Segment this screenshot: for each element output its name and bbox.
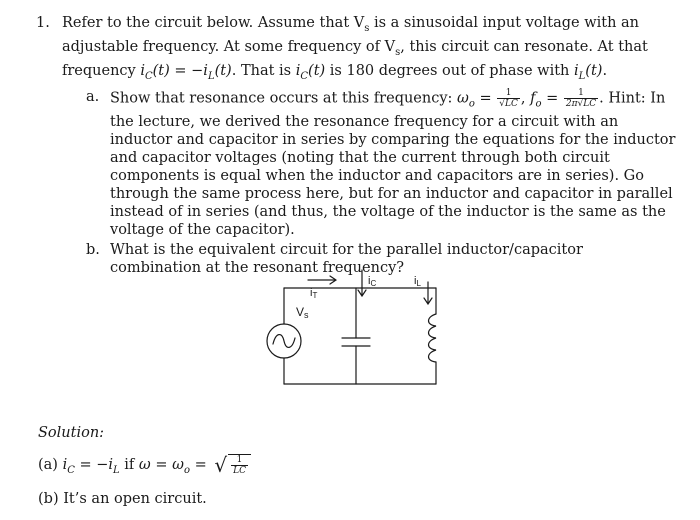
part-b-label: b. [86, 242, 100, 259]
inductor-coil-icon [429, 314, 437, 362]
stem-eq-1b-sub: L [207, 70, 215, 82]
fraction-f-den: 2π√LC [565, 98, 597, 109]
sol-a-eq3: = [189, 457, 212, 473]
ic-arrow-icon [358, 270, 366, 296]
stem-eq-3-sub: L [578, 70, 586, 82]
omega-sub: o [468, 98, 475, 110]
part-a-text-2: . Hint: In the lecture, we derived the resonance frequency for a circuit with an inductor and capacitor in series by comparing the equations for the inductor and capacitor voltages (noting that the current through both circuit components is equal when the inductor and capacitors are in series). Go through the same process here, but for an inductor and capacitor in parallel instead of in series (and thus, the voltage of the inductor is the same as the voltage of the capacitor). [110, 90, 676, 239]
part-a-text-1: Show that resonance occurs at this frequency: [110, 90, 458, 107]
sol-a-frac-den: LC [233, 466, 246, 476]
sol-a-omega2: ω [172, 457, 184, 473]
circuit-diagram [254, 268, 454, 390]
solution-b: (b) It’s an open circuit. [38, 490, 207, 507]
fraction-omega-den: √LC [499, 98, 518, 109]
fraction-omega-num: 1 [497, 88, 520, 99]
stem-eq-2b: (t) [308, 62, 326, 79]
il-arrow-icon [424, 282, 432, 304]
sol-a-frac [231, 455, 248, 476]
problem-1 [36, 14, 676, 277]
f-sub: o [535, 98, 542, 110]
sol-a-omega2-sub: o [183, 464, 190, 476]
label-ic: iC [368, 275, 377, 288]
part-a-text [110, 88, 676, 239]
stem-sub-2: s [395, 46, 401, 58]
sol-a-frac-num: 1 [231, 455, 248, 466]
stem-text-5: is 180 degrees out of phase with [325, 62, 574, 79]
sol-a-i: i [62, 457, 68, 473]
eq-sign-2: = [541, 90, 563, 107]
label-vs: Vs [296, 305, 309, 320]
stem-eq-1b: (t) = −i [152, 62, 208, 79]
solution-a [38, 454, 638, 480]
eq-sign-1: = [474, 90, 497, 107]
stem-eq-1-sub: C [144, 70, 153, 82]
sol-a-i2: i [108, 457, 114, 473]
stem-eq-3: i [574, 62, 579, 79]
stem-text-6: . [602, 62, 608, 79]
sol-a-omega: ω [138, 457, 151, 473]
stem-eq-1: i [140, 62, 145, 79]
part-b-text: What is the equivalent circuit for the parallel inductor/capacitor combination at the resonant frequency? [110, 242, 583, 277]
stem-text-1: Refer to the circuit below. Assume that V [62, 15, 365, 31]
stem-sub-1: s [364, 22, 370, 34]
fraction-omega [497, 88, 520, 109]
fraction-f-num: 1 [564, 88, 598, 99]
sol-a-i-sub: C [67, 464, 75, 476]
label-il: iL [414, 275, 421, 288]
sol-a-eq2: = [150, 457, 173, 473]
label-it: iT [310, 287, 318, 300]
solution-title: Solution: [38, 425, 105, 441]
sol-a-if: if [119, 457, 139, 473]
stem-eq-2: i [295, 62, 301, 79]
problem-stem [62, 14, 676, 86]
stem-text-4: . That is [231, 62, 296, 79]
it-arrow-icon [308, 276, 336, 284]
sol-a-prefix: (a) [38, 457, 63, 473]
omega-symbol: ω [457, 90, 469, 107]
sol-a-sqrt [228, 454, 251, 476]
sine-wave-icon [273, 335, 295, 348]
comma: , [520, 90, 531, 107]
sol-a-i2-sub: L [113, 464, 120, 476]
stem-text-2: is a sinusoidal input voltage with an adjustable frequency. At some frequency of V [62, 15, 640, 55]
stem-eq-1c: (t) [214, 62, 232, 79]
f-symbol: f [530, 90, 536, 107]
part-a-label: a. [86, 88, 100, 105]
stem-eq-2-sub: C [300, 70, 309, 82]
sol-a-eq: = − [74, 457, 109, 473]
problem-number: 1. [36, 15, 50, 31]
stem-eq-3b: (t) [585, 62, 603, 79]
fraction-f [564, 88, 598, 109]
solution-section [38, 424, 638, 518]
stem-text-3: , this circuit can resonate. At that frequency [62, 38, 648, 79]
part-a [86, 87, 676, 239]
sqrt-icon: √ [214, 453, 228, 477]
